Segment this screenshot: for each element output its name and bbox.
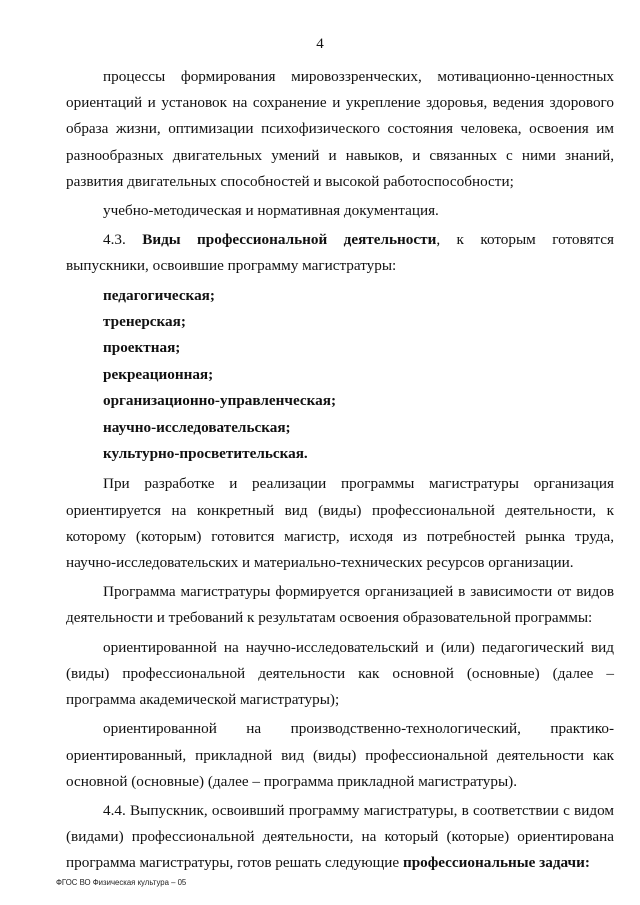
paragraph-documentation: учебно-методическая и нормативная документация. xyxy=(103,202,439,220)
paragraph-applied: ориентированной на производственно-технологический, практико-ориентированный, прикладной вид (виды) профессиональной деятельности как основной (основные) (далее – программа прикладной магистратуры). xyxy=(66,720,614,790)
paragraph-formation: Программа магистратуры формируется организацией в зависимости от видов деятельности и требований к результатам освоения образовательной программы: xyxy=(66,583,614,627)
page-body xyxy=(66,64,614,877)
list-item: рекреационная; xyxy=(103,365,214,383)
activity-types-list xyxy=(103,283,614,468)
section-number: 4.3. xyxy=(103,231,126,249)
section-text: 4.4. Выпускник, освоивший программу магистратуры, в соответствии с видом (видами) профессиональной деятельности, на который (которые) ориентирована программа магистратуры, готов решать следующие xyxy=(66,801,614,872)
list-item: педагогическая; xyxy=(103,286,215,304)
list-item: тренерская; xyxy=(103,313,186,331)
list-item: научно-исследовательская; xyxy=(103,418,291,436)
section-4-3 xyxy=(66,227,614,279)
section-tasks-bold: профессиональные задачи: xyxy=(402,854,590,872)
footer: ФГОС ВО Физическая культура – 05 xyxy=(56,878,187,887)
section-heading-bold: Виды профессиональной деятельности xyxy=(142,231,437,249)
paragraph-academic: ориентированной на научно-исследовательский и (или) педагогический вид (виды) профессиональной деятельности как основной (основные) (далее – программа академической магистратуры); xyxy=(66,638,614,709)
list-item: культурно-просветительская. xyxy=(103,445,308,463)
section-text: , к которым готовятся выпускники, освоившие программу магистратуры: xyxy=(66,231,614,275)
section-4-4 xyxy=(66,798,614,877)
paragraph-processes: процессы формирования мировоззренческих, мотивационно-ценностных ориентаций и установок на сохранение и укрепление здоровья, ведения здорового образа жизни, оптимизации психофизического состояния человека, освоения им разнообразных двигательных умений и навыков, и связанных с ними знаний, развития двигательных способностей и высокой работоспособности; xyxy=(66,68,614,190)
list-item: организационно-управленческая; xyxy=(103,392,336,410)
paragraph-development: При разработке и реализации программы магистратуры организация ориентируется на конкретный вид (виды) профессиональной деятельности, к которому (которым) готовится магистр, исходя из потребностей рынка труда, научно-исследовательских и материально-технических ресурсов организации. xyxy=(66,475,614,572)
list-item: проектная; xyxy=(103,339,181,357)
page-number: 4 xyxy=(316,36,324,52)
